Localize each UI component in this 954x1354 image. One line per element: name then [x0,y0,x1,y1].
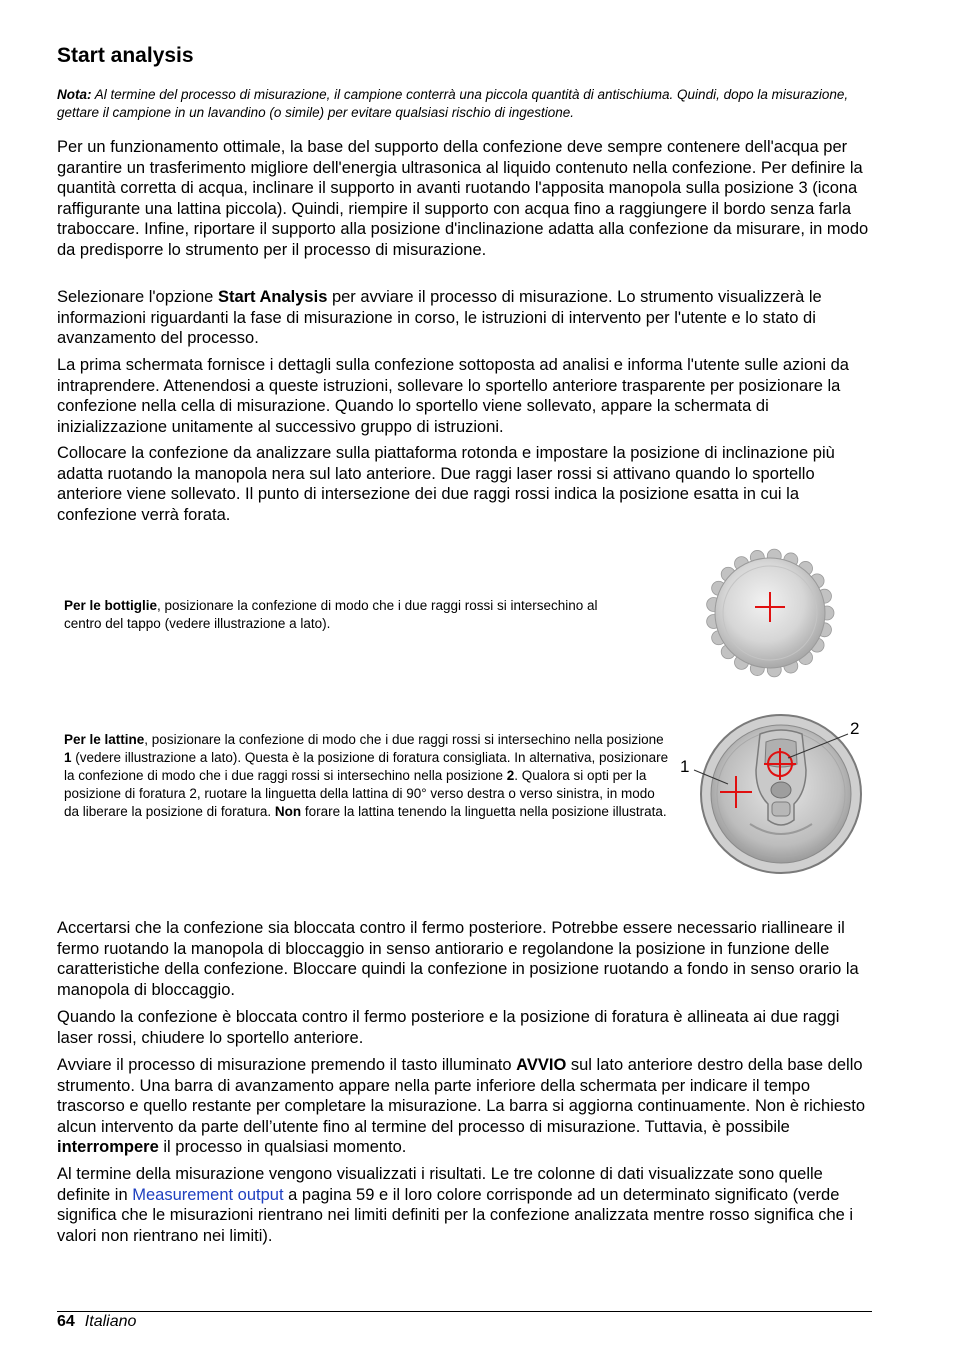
paragraph-first-screen: La prima schermata fornisce i dettagli sulla confezione sottoposta ad analisi e informa l'utente sulle azioni da intraprendere. Attenendosi a queste istruzioni, sollevare lo sportello anteriore trasparente per posizionare la confezione nella cella di misurazione. Quando lo sportello viene sollevato, appare la schermata di inizializzazione unitamente al successivo gruppo di istruzioni. [57,356,849,436]
page-footer [57,1313,136,1331]
position-1-label: 1 [680,757,690,776]
p2-text-a: Selezionare l'opzione [57,288,218,306]
bottle-cap-illustration [704,547,836,679]
can-caption-bold-2: 1 [64,750,72,765]
p8-text-a: Al termine della misurazione vengono visualizzati i risultati. Le tre colonne di dati visualizzate sono quelle definite in [57,1165,823,1204]
paragraph-lock-package: Accertarsi che la confezione sia bloccata contro il fermo posteriore. Potrebbe essere necessario riallineare il fermo ruotando la manopola di bloccaggio in senso antiorario e regolandone la posizione in funzione delle caratteristiche della confezione. Bloccare quindi la confezione in posizione ruotando a fondo in senso orario la manopola di bloccaggio. [57,919,859,999]
can-top-illustration [676,712,866,876]
note-label: Nota: [57,87,92,102]
p7-text-c: sul lato anteriore destro della base dello strumento. Una barra di avanzamento appare nella parte inferiore della schermata per indicare il tempo trascorso e quello restante per completare la misurazione. La barra si aggiorna continuamente. Non è richiesto alcun intervento da parte dell’utente fino al termine del processo di misurazione. Tuttavia, è possibile [57,1056,866,1136]
measurement-output-link[interactable]: Measurement output [132,1185,284,1204]
paragraph-water-setup: Per un funzionamento ottimale, la base del supporto della confezione deve sempre contenere dell'acqua per garantire un trasferimento migliore dell'energia ultrasonica al liquido contenuto nella confezione. Per definire la quantità corretta di acqua, inclinare il supporto in avanti ruotando l'apposita manopola sulla posizione 3 (icona raffigurante una lattina piccola). Quindi, riempire il supporto con acqua fino a raggiungere il bordo senza farla traboccare. Infine, riportare il supporto alla posizione d'inclinazione adatta alla confezione da misurare, in modo da predisporre lo strumento per il processo di misurazione. [57,138,869,259]
position-2-label: 2 [850,719,860,738]
note [57,86,857,122]
note-text: Al termine del processo di misurazione, il campione conterrà una piccola quantità di antischiuma. Quindi, dopo la misurazione, gettare il campione in un lavandino (o simile) per evitare qualsiasi rischio di ingestione. [57,87,849,120]
p7-text-a: Avviare il processo di misurazione premendo il tasto illuminato [57,1056,517,1074]
paragraph-results [57,1164,872,1246]
paragraph-start-measurement [57,1055,872,1158]
footer-divider [57,1311,872,1312]
paragraph-start-analysis [57,287,872,349]
can-caption-text-3: . Qualora si opti per la posizione di foratura 2, ruotare la linguetta della lattina di 90° verso destra o verso sinistra, in modo da liberare la posizione di foratura. [64,768,655,819]
footer-language: Italiano [84,1313,137,1330]
p8-text-c: a pagina 59 e il loro colore corrisponde ad un determinato significato (verde significa che le misurazioni rientrano nei limiti definiti per la confezione analizzata mentre rosso significa che i valori non rientrano nei limiti). [57,1185,854,1245]
paragraph-close-door: Quando la confezione è bloccata contro il fermo posteriore e la posizione di foratura è allineata ai due raggi laser rossi, chiudere lo sportello anteriore. [57,1008,840,1047]
can-caption-bold-4: Non [274,804,302,819]
bottle-caption-bold: Per le bottiglie [64,598,158,613]
section-title: Start analysis [57,44,194,67]
p2-text-c: per avviare il processo di misurazione. Lo strumento visualizzerà le informazioni riguardanti la fase di misurazione in corso, le istruzioni di intervento per l'utente e lo stato di avanzamento del processo. [57,288,822,347]
bottle-caption [64,597,624,633]
p7-key-avvio: AVVIO [516,1056,567,1074]
can-caption-text-4: forare la lattina tenendo la linguetta nella posizione illustrata. [301,804,667,819]
p2-option-name: Start Analysis [217,288,328,306]
bottle-caption-text: , posizionare la confezione di modo che i due raggi rossi si intersechino al centro del tappo (vedere illustrazione a lato). [64,598,598,631]
p7-text-e: il processo in qualsiasi momento. [158,1138,407,1156]
p7-interrupt: interrompere [57,1138,159,1156]
can-caption-text-1: , posizionare la confezione di modo che i due raggi rossi si intersechino nella posizione [144,732,664,747]
paragraph-placement: Collocare la confezione da analizzare sulla piattaforma rotonda e impostare la posizione di inclinazione più adatta ruotando la manopola nera sul lato anteriore. Due raggi laser rossi si attivano quando lo sportello anteriore viene sollevato. Il punto di intersezione dei due raggi rossi indica la posizione esatta in cui la confezione verrà forata. [57,444,835,524]
can-caption [64,731,669,821]
page-number: 64 [57,1313,75,1330]
can-caption-bold-1: Per le lattine [64,732,145,747]
can-caption-text-2: (vedere illustrazione a lato). Questa è la posizione di foratura consigliata. In alternativa, posizionare la confezione di modo che i due raggi rossi si intersechino nella posizione [64,750,669,783]
can-caption-bold-3: 2 [506,768,515,783]
